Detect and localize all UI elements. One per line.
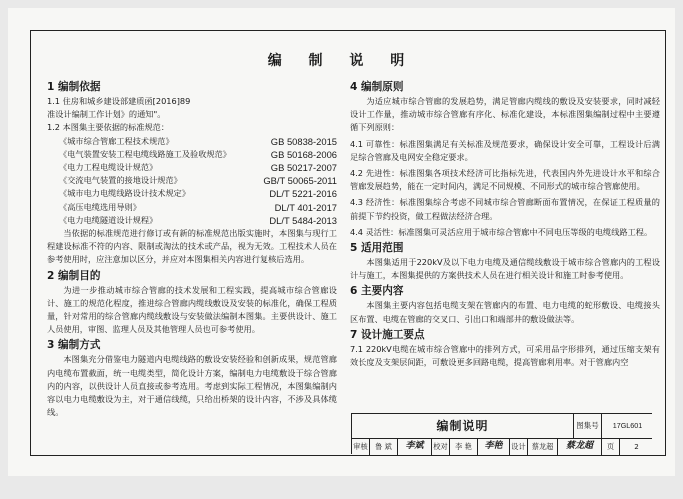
- clause-4-3: 4.3 经济性：标准图集综合考虑不同城市综合管廊断面布置情况，在保证工程质量的前提下节约投资，做工程做法经济合理。: [350, 197, 660, 221]
- left-column: [47, 78, 337, 419]
- designer-name: 蔡龙超: [528, 438, 558, 455]
- clause-1-2: 1.2 本图集主要依据的标准规范：: [47, 122, 170, 133]
- standard-item: 《电气装置安装工程电缆线路施工及验收规范》 GB 50168-2006: [59, 148, 337, 160]
- reviewer-name: 鲁 斌: [370, 438, 398, 455]
- section-2-heading: 2 编制目的: [47, 269, 101, 282]
- signature-row: [352, 438, 652, 455]
- section-4-intro: 为适应城市综合管廊的发展趋势，满足管廊内缆线的敷设及安装要求，同时减轻设计工作量，推动城市综合管廊有序化、标准化建设，本标准图集编制过程中主要遵循下列原则：: [350, 96, 660, 133]
- atlas-label: 图集号: [574, 414, 602, 438]
- standards-list: [47, 135, 337, 227]
- title-block: [351, 413, 652, 454]
- designer-signature: 蔡龙超: [558, 438, 602, 455]
- right-column: [350, 78, 660, 369]
- section-2-body: 为进一步推动城市综合管廊的技术发展和工程实践，提高城市综合管廊设计、施工的规范化程度，推进综合管廊内缆线敷设及安装的标准化，确保工程质量，针对常用的综合管廊内缆线敷设与安装做法编制本图集。主要供设计、施工人员使用，审图、监理人员及其他管理人员也可参考使用。: [47, 284, 337, 335]
- clause-1-1: 1.1 住房和城乡建设部建质函[2016]89: [47, 96, 191, 106]
- clause-7-1: 7.1 220kV电缆在城市综合管廊中的排列方式，可采用品字形排列，通过压缩支架有效长度及支架层间距，可敷设更多回路电缆，提高管廊利用率。对于管廊内空: [350, 343, 660, 368]
- standard-item: 《城市综合管廊工程技术规范》 GB 50838-2015: [59, 135, 337, 147]
- section-6-body: 本图集主要内容包括电缆支架在管廊内的布置、电力电缆的蛇形敷设、电缆接头区布置、电缆在管廊的交叉口、引出口和端部井的敷设做法等。: [350, 300, 660, 324]
- standard-item: 《高压电缆选用导则》 DL/T 401-2017: [59, 201, 337, 213]
- section-1-heading: 1 编制依据: [47, 81, 101, 93]
- section-1-note: 当依据的标准规范进行修订或有新的标准规范出版实施时，本图集与现行工程建设标准不符的内容、限制或淘汰的技术或产品，视为无效。工程技术人员在参考使用时，应注意加以区分，并应对本图集相关内容进行复核后选用。: [47, 228, 337, 265]
- section-3-body: 本图集充分借鉴电力隧道内电缆线路的敷设安装经验和创新成果，规范管廊内电缆布置截面，统一电缆类型，简化设计方案，编制电力电缆敷设于综合管廊内的内容，以供设计人员直接或参考选用。考虑到实际工程情况，本图集编制内容以电力电缆敷设为主，对于通信线缆，只给出桥架的设计内容，不涉及具体缆线。: [47, 354, 337, 418]
- clause-4-1: 4.1 可靠性：标准图集满足有关标准及规范要求，确保设计安全可靠，工程设计后满足综合管廊及电网安全稳定要求。: [350, 138, 660, 162]
- section-5-heading: 5 适用范围: [350, 242, 404, 255]
- atlas-number: 17GL601: [612, 421, 643, 430]
- section-6-heading: 6 主要内容: [350, 285, 404, 298]
- standard-item: 《城市电力电缆线路设计技术规定》 DL/T 5221-2016: [59, 188, 337, 200]
- section-4-heading: 4 编制原则: [350, 81, 404, 93]
- section-3-heading: 3 编制方式: [47, 339, 101, 352]
- clause-1-1-cont: 准设计编制工作计划》的通知"。: [47, 109, 166, 120]
- clause-4-2: 4.2 先进性：标准图集各项技术经济可比指标先进，代表国内外先进设计水平和综合管廊发展趋势，能在一定时间内，满足不同规模、不同形式的城市综合管廊使用。: [350, 168, 660, 192]
- section-5-body: 本图集适用于220kV及以下电力电缆及通信缆线敷设于城市综合管廊内的工程设计与施工，本图集提供的方案供技术人员在进行相关设计和施工时参考使用。: [350, 257, 660, 281]
- reviewer-signature: 李斌: [398, 438, 432, 455]
- page-title: 编 制 说 明: [267, 53, 416, 69]
- standard-item: 《电力电缆隧道设计规程》 DL/T 5484-2013: [59, 214, 337, 226]
- drawing-name: 编制说明: [352, 414, 574, 438]
- review-label: 审核: [352, 438, 370, 455]
- checker-signature: 李艳: [478, 438, 510, 455]
- check-label: 校对: [432, 438, 450, 455]
- clause-4-4: 4.4 灵活性：标准图集可灵活应用于城市综合管廊中不同电压等级的电缆线路工程。: [350, 226, 653, 237]
- page-number: 2: [634, 442, 639, 451]
- standard-item: 《交流电气装置的接地设计规范》 GB/T 50065-2011: [59, 175, 337, 187]
- standard-item: 《电力工程电缆设计规范》 GB 50217-2007: [59, 162, 337, 174]
- drawing-sheet: [8, 8, 675, 476]
- section-7-heading: 7 设计施工要点: [350, 328, 425, 341]
- checker-name: 李 艳: [450, 438, 478, 455]
- page-label: 页: [602, 438, 620, 455]
- design-label: 设计: [510, 438, 528, 455]
